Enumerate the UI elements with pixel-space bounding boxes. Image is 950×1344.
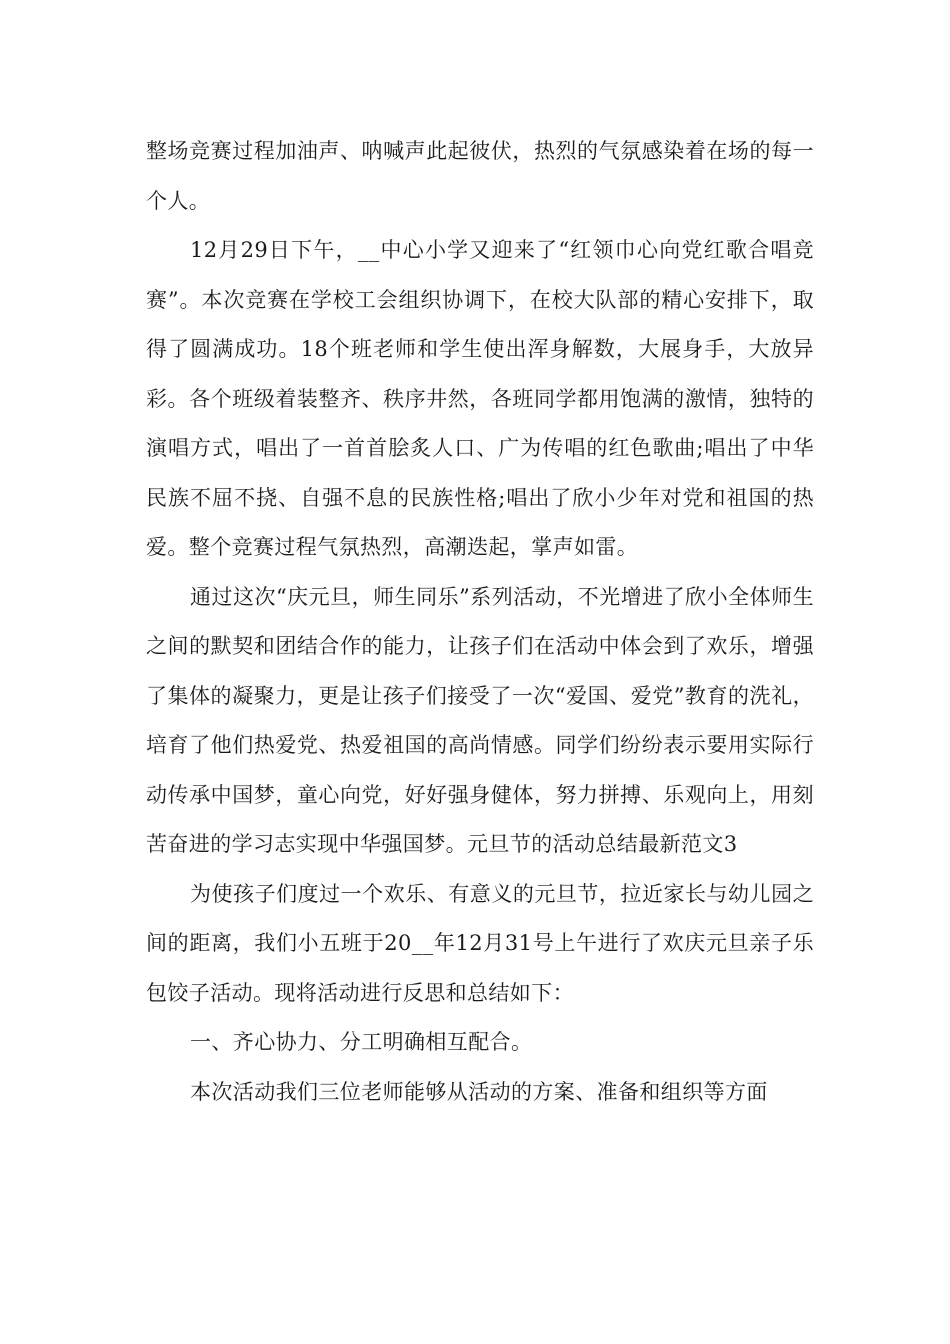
paragraph-activity-summary: 通过这次“庆元旦，师生同乐”系列活动，不光增进了欣小全体师生之间的默契和团结合作的能力，让孩子们在活动中体会到了欢乐，增强了集体的凝聚力，更是让孩子们接受了一次“爱国、爱党”教育的洗礼，培育了他们热爱党、热爱祖国的高尚情感。同学们纷纷表示要用实际行动传承中国梦，童心向党，好好强身健体，努力拼搏、乐观向上，用刻苦奋进的学习志实现中华强国梦。元旦节的活动总结最新范文3 [146, 584, 814, 856]
paragraph-dumpling-activity: 为使孩子们度过一个欢乐、有意义的元旦节，拉近家长与幼儿园之间的距离，我们小五班于20__年12月31号上午进行了欢庆元旦亲子乐包饺子活动。现将活动进行反思和总结如下： [146, 881, 814, 1005]
paragraph-teachers: 本次活动我们三位老师能够从活动的方案、准备和组织等方面 [190, 1079, 768, 1104]
paragraph-song-contest: 12月29日下午，__中心小学又迎来了“红领巾心向党红歌合唱竞赛”。本次竞赛在学校工会组织协调下，在校大队部的精心安排下，取得了圆满成功。18个班老师和学生使出浑身解数，大展身手，大放异彩。各个班级着装整齐、秩序井然，各班同学都用饱满的激情，独特的演唱方式，唱出了一首首脍炙人口、广为传唱的红色歌曲;唱出了中华民族不屈不挠、自强不息的民族性格;唱出了欣小少年对党和祖国的热爱。整个竞赛过程气氛热烈，高潮迭起，掌声如雷。 [146, 238, 814, 559]
section-heading-cooperation: 一、齐心协力、分工明确相互配合。 [190, 1030, 533, 1054]
paragraph-continuation: 整场竞赛过程加油声、呐喊声此起彼伏，热烈的气氛感染着在场的每一个人。 [146, 139, 814, 213]
document-body [146, 127, 814, 1117]
